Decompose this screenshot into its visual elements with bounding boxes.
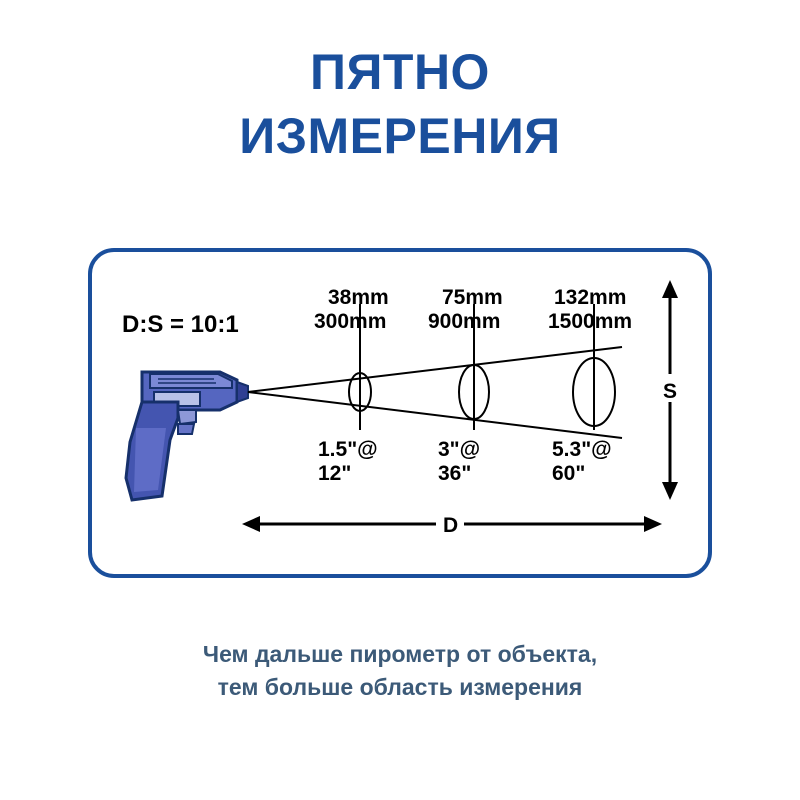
page-title <box>0 40 800 168</box>
spot-3-distance-mm: 1500mm <box>548 310 633 333</box>
spot-3-size-mm: 132mm <box>554 286 627 309</box>
distance-axis-label: D <box>443 514 459 537</box>
diagram-panel <box>88 248 712 578</box>
page-title-line-2: ИЗМЕРЕНИЯ <box>239 108 561 164</box>
spot-1-size-in: 1.5"@ <box>318 438 378 461</box>
spot-1-distance-mm: 300mm <box>314 310 387 333</box>
spot-2-distance-mm: 900mm <box>428 310 501 333</box>
spot-axis-label: S <box>663 380 678 403</box>
spot-3-size-in: 5.3"@ <box>552 438 612 461</box>
spot-2-distance-in: 36" <box>438 462 472 485</box>
caption-line-2: тем больше область измерения <box>217 674 583 701</box>
ratio-label: D:S = 10:1 <box>122 311 239 338</box>
caption-line-1: Чем дальше пирометр от объекта, <box>202 641 598 667</box>
spot-1-size-mm: 38mm <box>328 286 389 309</box>
page-title-line-1: ПЯТНО <box>310 44 490 100</box>
spot-2-size-mm: 75mm <box>442 286 503 309</box>
spot-3-distance-in: 60" <box>552 462 586 485</box>
beam-cone <box>248 347 622 438</box>
infrared-thermometer-icon <box>126 372 248 500</box>
spot-2-size-in: 3"@ <box>438 438 481 461</box>
spot-size-diagram <box>92 252 708 574</box>
caption <box>0 638 800 705</box>
spot-1-distance-in: 12" <box>318 462 352 485</box>
